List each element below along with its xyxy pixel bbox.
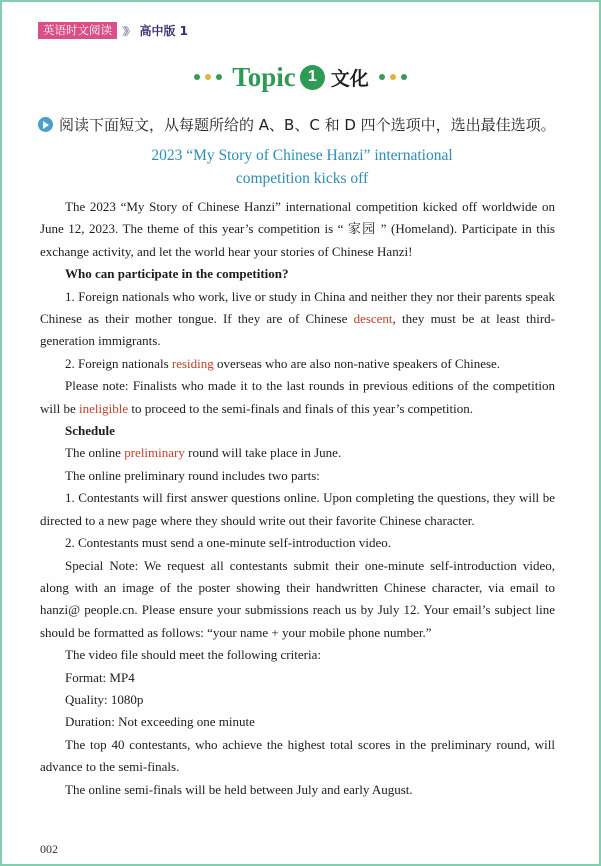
highlighted-word: residing xyxy=(171,355,214,371)
dot xyxy=(401,74,407,80)
topic-number-badge: 1 xyxy=(300,65,325,90)
dot xyxy=(390,74,396,80)
highlighted-word: ineligible xyxy=(79,400,129,416)
left-dots-decoration xyxy=(194,74,222,80)
highlighted-word: descent xyxy=(353,311,393,327)
text-run: 2. Foreign nationals xyxy=(65,355,172,371)
right-dots-decoration xyxy=(379,74,407,80)
paragraph-eligibility-2 xyxy=(40,353,555,375)
text-run: round will take place in June. xyxy=(184,445,342,461)
article-title xyxy=(62,144,542,190)
paragraph-schedule-3: 1. Contestants will first answer questions online. Upon completing the questions, they will be directed to a new page where they should write out their favorite Chinese character. xyxy=(40,490,555,528)
instruction-text: 阅读下面短文，从每题所给的 A、B、C 和 D 四个选项中，选出最佳选项。 xyxy=(59,116,556,134)
text-run: overseas who are also non-native speakers of Chinese. xyxy=(213,355,501,371)
dot xyxy=(379,74,385,80)
paragraph-advance: The top 40 contestants, who achieve the highest total scores in the preliminary round, will advance to the semi-finals. xyxy=(40,736,555,775)
chevron-icon: 》》 xyxy=(122,24,133,38)
criteria-quality: Quality: 1080p xyxy=(65,691,144,707)
text-run: 1. Foreign nationals who work, live or study in China and neither they nor their parents speak Chinese as their mother tongue. If they are of Chinese xyxy=(40,288,555,327)
criteria-duration: Duration: Not exceeding one minute xyxy=(65,714,255,730)
paragraph-special-note: Special Note: We request all contestants submit their one-minute self-introduction video, along with an image of the poster showing their handwritten Chinese character, via email to hanzi@ people.cn. Please ensure your submissions reach us by July 12. Your email’s subject line should be formatted as follows: “your name + your mobile phone number.” xyxy=(40,557,555,640)
article-title-line-2: competition kicks off xyxy=(235,170,369,187)
play-bullet-icon xyxy=(38,117,53,132)
topic-heading xyxy=(2,60,599,94)
instruction-line xyxy=(38,114,578,135)
paragraph-eligibility-1 xyxy=(40,286,555,353)
topic-word: Topic xyxy=(232,61,296,92)
paragraph-schedule-4: 2. Contestants must send a one-minute self-introduction video. xyxy=(65,535,392,551)
paragraph-schedule-1 xyxy=(40,442,555,464)
dot xyxy=(216,74,222,80)
paragraph-schedule-2: The online preliminary round includes two parts: xyxy=(65,467,320,483)
text-run: Please note: Finalists who made it to the last rounds in previous editions of the competition will be xyxy=(40,378,555,416)
paragraph-semifinals: The online semi-finals will be held between July and early August. xyxy=(65,781,413,797)
paragraph-intro: The 2023 “My Story of Chinese Hanzi” international competition kicked off worldwide on June 12, 2023. The theme of this year’s competition is “ 家园 ” (Homeland). Participate in this exchange activity, and let the world hear your stories of Chinese Hanzi! xyxy=(40,199,555,259)
section-heading-schedule: Schedule xyxy=(65,423,115,439)
paragraph-criteria: The video file should meet the following criteria: xyxy=(65,647,321,663)
text-run: The online xyxy=(65,445,125,461)
article-title-line-1: 2023 “My Story of Chinese Hanzi” international xyxy=(151,147,453,164)
highlighted-word: preliminary xyxy=(124,445,185,461)
edition-label: 高中版 1 xyxy=(139,24,189,38)
article-body xyxy=(40,196,555,801)
text-run: , they must be at least third-generation immigrants. xyxy=(40,311,555,349)
section-heading-eligibility: Who can participate in the competition? xyxy=(65,266,289,282)
series-tag: 英语时文阅读 xyxy=(38,22,117,39)
dot xyxy=(194,74,200,80)
running-header xyxy=(38,22,188,39)
criteria-format: Format: MP4 xyxy=(65,669,135,685)
topic-chinese-title: 文化 xyxy=(330,67,369,90)
paragraph-note xyxy=(40,375,555,420)
text-run: to proceed to the semi-finals and finals of this year’s competition. xyxy=(128,400,474,416)
dot xyxy=(205,74,211,80)
page-number: 002 xyxy=(40,842,58,856)
